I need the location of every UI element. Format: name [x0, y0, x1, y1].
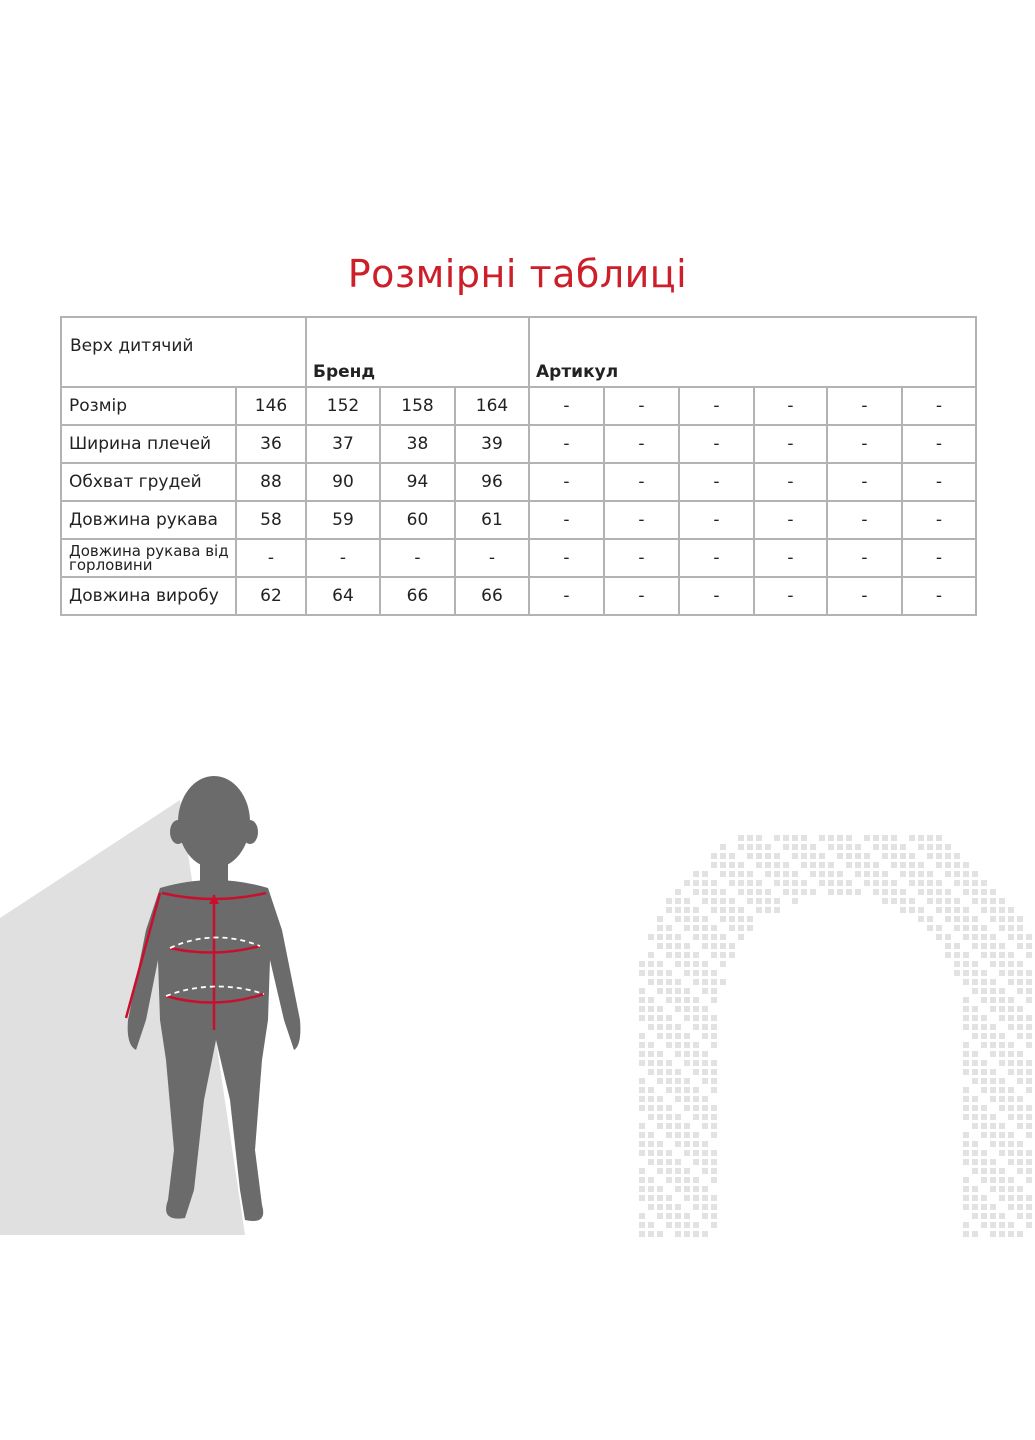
article-value: - [529, 501, 604, 539]
size-value: 164 [455, 387, 529, 425]
article-value: - [754, 387, 827, 425]
article-value: - [679, 577, 754, 615]
article-value: - [827, 425, 902, 463]
article-value: - [754, 463, 827, 501]
article-value: - [827, 387, 902, 425]
row-label: Довжина рукава [61, 501, 236, 539]
article-value: - [902, 425, 976, 463]
size-value: 66 [455, 577, 529, 615]
size-value: 59 [306, 501, 380, 539]
size-value: 90 [306, 463, 380, 501]
table-row [61, 577, 976, 615]
size-value: - [455, 539, 529, 577]
article-value: - [529, 463, 604, 501]
size-value: 66 [380, 577, 455, 615]
article-value: - [754, 577, 827, 615]
size-value: 39 [455, 425, 529, 463]
size-value: - [380, 539, 455, 577]
measurement-illustration [0, 760, 1035, 1280]
size-value: 62 [236, 577, 306, 615]
article-value: - [679, 425, 754, 463]
table-row [61, 539, 976, 577]
article-value: - [604, 501, 679, 539]
size-table [60, 316, 977, 616]
size-value: 36 [236, 425, 306, 463]
embroidery-pattern [639, 835, 1035, 1237]
article-value: - [679, 463, 754, 501]
article-value: - [754, 501, 827, 539]
article-value: - [902, 387, 976, 425]
article-value: - [754, 539, 827, 577]
article-value: - [902, 577, 976, 615]
size-value: 61 [455, 501, 529, 539]
size-value: 158 [380, 387, 455, 425]
size-value: - [306, 539, 380, 577]
article-value: - [827, 539, 902, 577]
size-value: 94 [380, 463, 455, 501]
brand-header: Бренд [306, 317, 529, 387]
article-value: - [902, 463, 976, 501]
article-value: - [529, 577, 604, 615]
article-value: - [529, 387, 604, 425]
row-label: Довжина виробу [61, 577, 236, 615]
article-value: - [902, 539, 976, 577]
size-value: - [236, 539, 306, 577]
size-value: 38 [380, 425, 455, 463]
article-value: - [604, 387, 679, 425]
table-row [61, 501, 976, 539]
article-value: - [604, 425, 679, 463]
size-value: 152 [306, 387, 380, 425]
page-title: Розмірні таблиці [347, 252, 688, 296]
table-row [61, 387, 976, 425]
row-label: Розмір [61, 387, 236, 425]
article-header: Артикул [529, 317, 976, 387]
article-value: - [529, 539, 604, 577]
article-value: - [679, 501, 754, 539]
size-value: 60 [380, 501, 455, 539]
article-value: - [827, 463, 902, 501]
article-value: - [604, 539, 679, 577]
article-value: - [679, 387, 754, 425]
row-label: Обхват грудей [61, 463, 236, 501]
product-header: Верх дитячий [61, 317, 306, 387]
table-row [61, 463, 976, 501]
size-value: 64 [306, 577, 380, 615]
article-value: - [604, 577, 679, 615]
table-row [61, 425, 976, 463]
article-value: - [754, 425, 827, 463]
article-value: - [902, 501, 976, 539]
article-value: - [827, 501, 902, 539]
size-value: 146 [236, 387, 306, 425]
article-value: - [604, 463, 679, 501]
article-value: - [679, 539, 754, 577]
row-label: Ширина плечей [61, 425, 236, 463]
table-header-row [61, 317, 976, 387]
row-label: Довжина рукава від горловини [61, 539, 236, 577]
size-value: 37 [306, 425, 380, 463]
article-value: - [827, 577, 902, 615]
size-value: 96 [455, 463, 529, 501]
size-value: 88 [236, 463, 306, 501]
size-value: 58 [236, 501, 306, 539]
article-value: - [529, 425, 604, 463]
